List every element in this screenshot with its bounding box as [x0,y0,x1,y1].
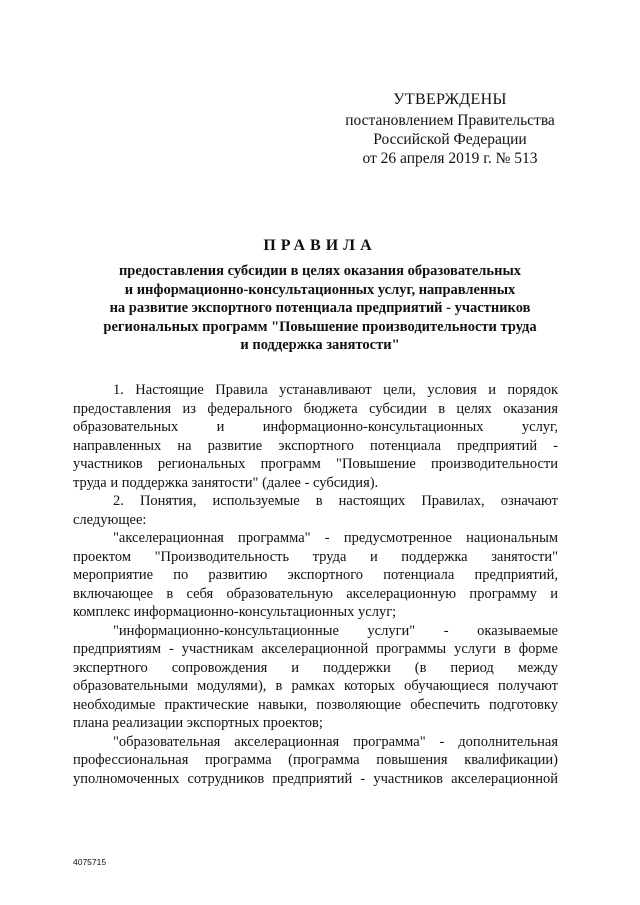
text-line: включающее в себя образовательную акселерационную программу и [73,585,558,602]
subtitle-line: и информационно-консультационных услуг, направленных [124,281,516,298]
text-line: предприятиям - участникам акселерационной программы услуги в форме [73,641,558,657]
text-line: экспертного сопровождения и поддержки (в период между [73,659,558,676]
paragraph-1 [73,381,558,492]
text-line: "информационно-консультационные услуги" - оказываемые [113,622,558,639]
text-line: труда и поддержка занятости" (далее - субсидия). [73,474,379,491]
subtitle-line: на развитие экспортного потенциала предприятий - участников [109,300,531,317]
text-line: "образовательная акселерационная программа" - дополнительная [113,733,558,750]
text-line: образовательных и информационно-консультационных услуг, [73,419,558,435]
subtitle-line: и поддержка занятости" [240,337,400,354]
text-line: направленных на развитие экспортного потенциала предприятий - [73,437,558,454]
definition-consulting-services [73,622,558,733]
text-line: уполномоченных сотрудников предприятий - участников акселерационной [73,770,558,787]
subtitle-line: региональных программ "Повышение производительности труда [103,318,537,335]
document-subtitle [60,262,580,355]
document-title: ПРАВИЛА [263,237,377,254]
approval-heading: УТВЕРЖДЕНЫ [393,91,507,108]
text-line: 2. Понятия, используемые в настоящих Правилах, означают [113,493,558,509]
text-line: комплекс информационно-консультационных услуг; [73,604,397,620]
text-line: 1. Настоящие Правила устанавливают цели, условия и порядок [113,382,558,398]
text-line: участников региональных программ "Повышение производительности [73,456,558,472]
document-body [73,381,558,788]
text-line: профессиональная программа (программа повышения квалификации) [73,752,558,768]
paragraph-2 [73,492,558,529]
document-code: 4075715 [73,857,107,867]
subtitle-line: предоставления субсидии в целях оказания образовательных [118,263,522,279]
definition-acceleration-program [73,529,558,622]
approval-block [340,90,560,168]
text-line: следующее: [73,511,147,528]
approval-date-line: от 26 апреля 2019 г. № 513 [362,150,538,167]
text-line: мероприятие по развитию экспортного потенциала предприятий, [73,567,558,583]
text-line: необходимые практические навыки, позволяющие обеспечить подготовку [73,696,558,713]
definition-educational-program [73,733,558,789]
text-line: предоставления из федерального бюджета субсидии в целях оказания [73,400,558,417]
text-line: плана реализации экспортных проектов; [73,715,323,731]
approval-line: постановлением Правительства [345,112,555,129]
text-line: "акселерационная программа" - предусмотренное национальным [113,530,558,546]
text-line: проектом "Производительность труда и поддержка занятости" [73,548,558,565]
approval-line: Российской Федерации [373,131,527,148]
text-line: образовательными модулями), в рамках которых обучающиеся получают [73,678,558,694]
